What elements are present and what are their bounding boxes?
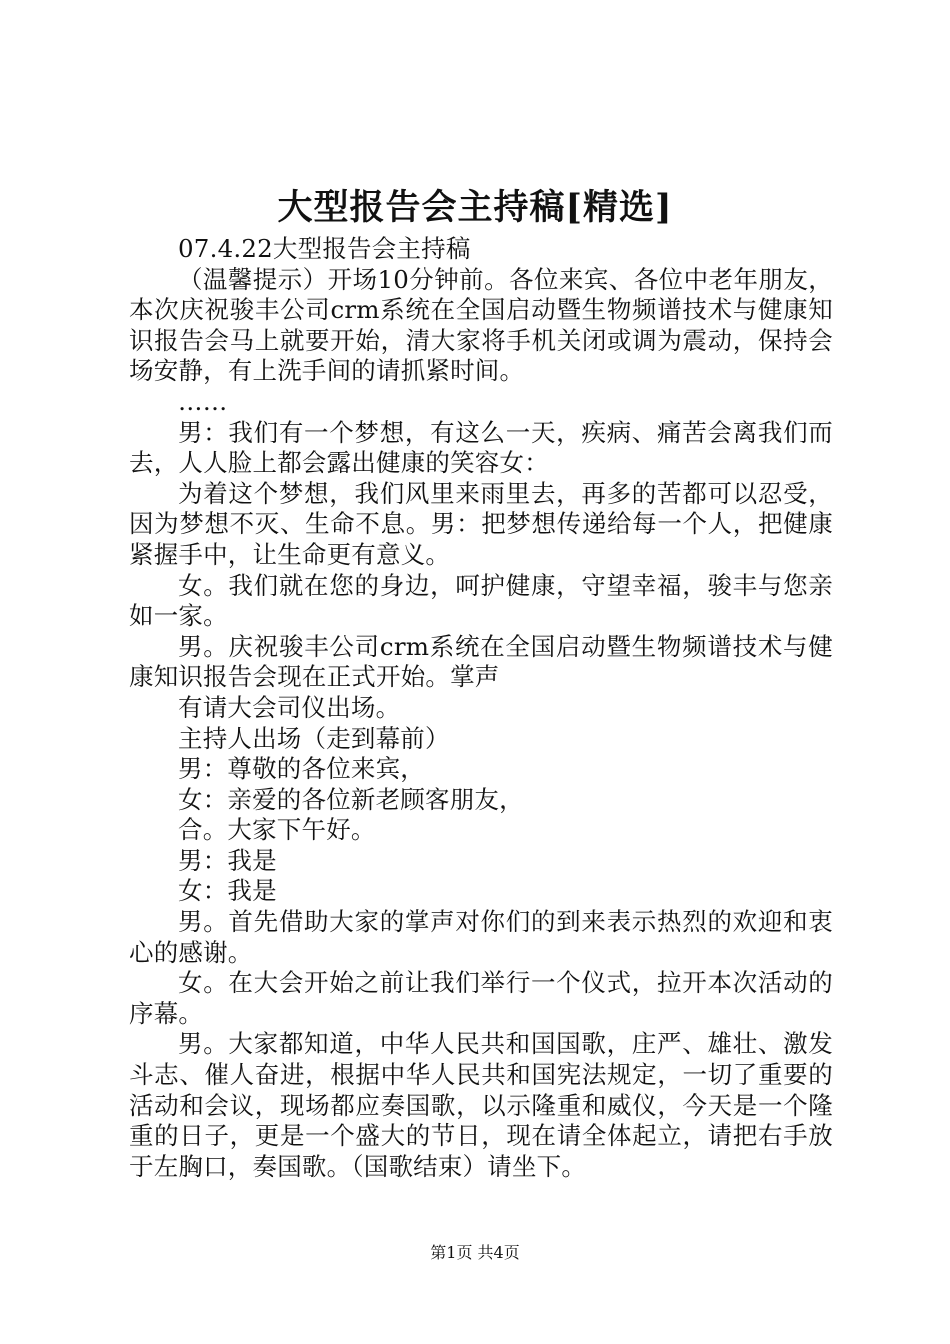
- paragraph-female-intro: 女：我是: [178, 876, 277, 906]
- paragraph-dream: 男：我们有一个梦想，有这么一天，疾病、痛苦会离我们而去，人人脸上都会露出健康的笑容女：: [129, 417, 833, 478]
- paragraph-for-dream: 为着这个梦想，我们风里来雨里去，再多的苦都可以忍受，因为梦想不灭、生命不息。男：把梦想传递给每一个人，把健康紧握手中，让生命更有意义。: [129, 478, 833, 569]
- paragraph-male-intro: 男：我是: [178, 845, 277, 875]
- paragraph-host-enters: 主持人出场（走到幕前）: [178, 723, 450, 753]
- paragraph-reminder: （温馨提示）开场10分钟前。各位来宾、各位中老年朋友，本次庆祝骏丰公司crm系统在全国启动暨生物频谱技术与健康知识报告会马上就要开始，清大家将手机关闭或调为震动，保持会场安静，有上洗手间的请抓紧时间。: [129, 264, 833, 386]
- document-body: [129, 234, 833, 1182]
- paragraph-date-heading: 07.4.22大型报告会主持稿: [178, 234, 471, 263]
- paragraph-ceremony: 女。在大会开始之前让我们举行一个仪式，拉开本次活动的序幕。: [129, 968, 833, 1028]
- paragraph-by-your-side: 女。我们就在您的身边，呵护健康，守望幸福，骏丰与您亲如一家。: [129, 570, 833, 631]
- paragraph-opening: 男。庆祝骏丰公司crm系统在全国启动暨生物频谱技术与健康知识报告会现在正式开始。掌声: [129, 631, 833, 692]
- paragraph-anthem: 男。大家都知道，中华人民共和国国歌，庄严、雄壮、激发斗志、催人奋进，根据中华人民共和国宪法规定，一切了重要的活动和会议，现场都应奏国歌，以示隆重和威仪，今天是一个隆重的日子，更是一个盛大的节日，现在请全体起立，请把右手放于左胸口，奏国歌。（国歌结束）请坐下。: [129, 1029, 833, 1181]
- paragraph-invite-host: 有请大会司仪出场。: [178, 692, 401, 722]
- page-footer: 第1页 共4页: [430, 1243, 520, 1262]
- paragraph-female-greeting: 女：亲爱的各位新老顾客朋友，: [178, 784, 524, 814]
- paragraph-together: 合。大家下午好。: [178, 815, 376, 845]
- document-title: 大型报告会主持稿[精选]: [277, 187, 673, 228]
- paragraph-welcome: 男。首先借助大家的掌声对你们的到来表示热烈的欢迎和衷心的感谢。: [129, 907, 833, 967]
- paragraph-ellipsis: ……: [178, 386, 228, 416]
- paragraph-male-greeting: 男：尊敬的各位来宾，: [178, 754, 425, 784]
